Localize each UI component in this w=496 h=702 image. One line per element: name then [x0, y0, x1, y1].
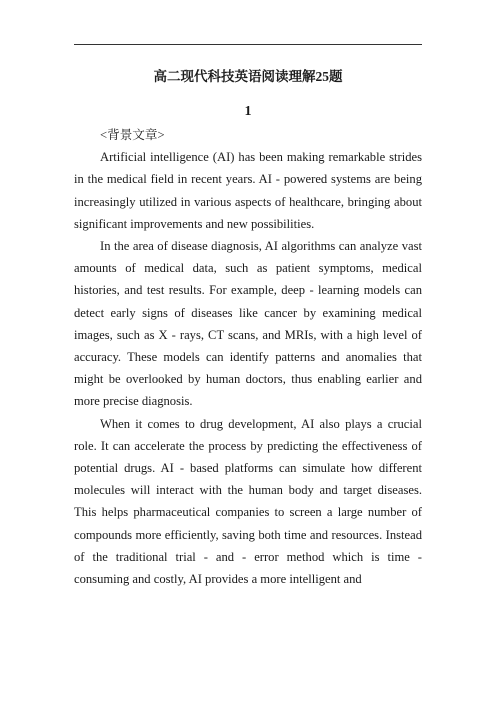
question-number: 1 [244, 104, 252, 119]
header-rule [74, 44, 422, 45]
section-label: <背景文章> [100, 128, 165, 142]
article-body [74, 124, 422, 590]
document-title: 高二现代科技英语阅读理解25题 [153, 69, 343, 84]
paragraph-2: In the area of disease diagnosis, AI algorithms can analyze vast amounts of medical data, such as patient symptoms, medical histories, and test results. For example, deep - learning models can detect early signs of diseases like cancer by examining medical images, such as X - rays, CT scans, and MRIs, with a high level of accuracy. These models can identify patterns and anomalies that might be overlooked by human doctors, thus enabling earlier and more precise diagnosis. [74, 239, 422, 409]
paragraph-3: When it comes to drug development, AI also plays a crucial role. It can accelerate the process by predicting the effectiveness of potential drugs. AI - based platforms can simulate how different molecules will interact with the human body and target diseases. This helps pharmaceutical companies to screen a large number of compounds more efficiently, saving both time and resources. Instead of the traditional trial - and - error method which is time - consuming and costly, AI provides a more intelligent and [74, 416, 422, 587]
paragraph-1: Artificial intelligence (AI) has been making remarkable strides in the medical field in recent years. AI - powered systems are being increasingly utilized in various aspects of healthcare, bringing about significant improvements and new possibilities. [74, 150, 422, 231]
